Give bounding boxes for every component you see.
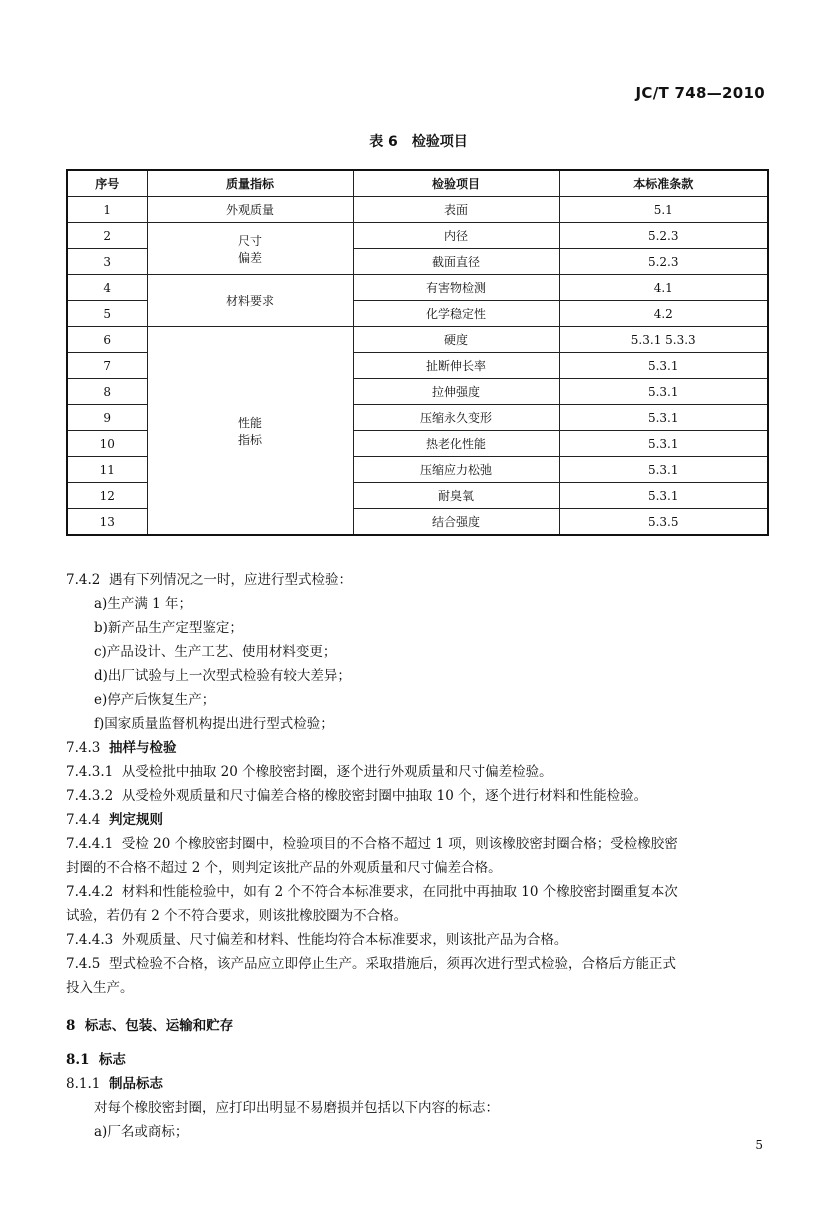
clause-title: 制品标志 bbox=[108, 1076, 163, 1092]
table-header-row bbox=[67, 170, 768, 197]
clause-7-4-3-1 bbox=[66, 760, 772, 784]
row-number: 12 bbox=[67, 483, 147, 509]
list-item: a)厂名或商标； bbox=[94, 1124, 189, 1140]
body-text bbox=[66, 568, 772, 1144]
clause-number: 7.4.4.1 bbox=[66, 836, 114, 852]
row-item: 热老化性能 bbox=[353, 431, 559, 457]
list-item: b)新产品生产定型鉴定； bbox=[94, 620, 243, 636]
clause-7-4-4 bbox=[66, 808, 772, 832]
row-clause: 5.3.5 bbox=[559, 509, 768, 536]
row-number: 5 bbox=[67, 301, 147, 327]
row-item: 耐臭氧 bbox=[353, 483, 559, 509]
row-number: 10 bbox=[67, 431, 147, 457]
row-number: 1 bbox=[67, 197, 147, 223]
clause-text: 受检 20 个橡胶密封圈中，检验项目的不合格不超过 1 项，则该橡胶密封圈合格；受检橡胶密 bbox=[121, 836, 678, 852]
clause-number: 7.4.2 bbox=[66, 572, 101, 588]
row-item: 表面 bbox=[353, 197, 559, 223]
row-number: 8 bbox=[67, 379, 147, 405]
row-item: 拉伸强度 bbox=[353, 379, 559, 405]
section-8-heading bbox=[66, 1014, 772, 1038]
row-clause: 5.1 bbox=[559, 197, 768, 223]
clause-8-1-1-text: 对每个橡胶密封圈，应打印出明显不易磨损并包括以下内容的标志： bbox=[94, 1100, 499, 1116]
clause-7-4-4-1-cont: 封圈的不合格不超过 2 个，则判定该批产品的外观质量和尺寸偏差合格。 bbox=[66, 860, 502, 876]
group-performance-line-2: 指标 bbox=[237, 432, 262, 447]
section-number: 8 bbox=[66, 1018, 76, 1034]
clause-7-4-3-2 bbox=[66, 784, 772, 808]
row-number: 3 bbox=[67, 249, 147, 275]
clause-7-4-5 bbox=[66, 952, 772, 976]
row-number: 6 bbox=[67, 327, 147, 353]
row-clause: 5.3.1 bbox=[559, 483, 768, 509]
clause-number: 8.1.1 bbox=[66, 1076, 101, 1092]
header-inspection-item: 检验项目 bbox=[353, 170, 559, 197]
clause-8-1-1 bbox=[66, 1072, 772, 1096]
table-caption bbox=[0, 131, 837, 151]
list-item: c)产品设计、生产工艺、使用材料变更； bbox=[94, 644, 337, 660]
row-clause: 4.1 bbox=[559, 275, 768, 301]
list-item: f)国家质量监督机构提出进行型式检验； bbox=[94, 716, 334, 732]
clause-7-4-4-2-cont: 试验，若仍有 2 个不符合要求，则该批橡胶圈为不合格。 bbox=[66, 908, 408, 924]
group-appearance: 外观质量 bbox=[147, 197, 353, 223]
row-number: 4 bbox=[67, 275, 147, 301]
clause-7-4-4-2 bbox=[66, 880, 772, 904]
clause-number: 7.4.5 bbox=[66, 956, 101, 972]
clause-title: 判定规则 bbox=[108, 812, 163, 828]
document-code: JC/T 748—2010 bbox=[635, 84, 765, 102]
row-number: 9 bbox=[67, 405, 147, 431]
list-item: a)生产满 1 年； bbox=[94, 596, 192, 612]
group-size-line-2: 偏差 bbox=[237, 250, 262, 265]
row-item: 截面直径 bbox=[353, 249, 559, 275]
table-row bbox=[67, 197, 768, 223]
table-row bbox=[67, 223, 768, 249]
row-clause: 5.3.1 5.3.3 bbox=[559, 327, 768, 353]
table-caption-title: 检验项目 bbox=[411, 134, 468, 150]
clause-7-4-4-3 bbox=[66, 928, 772, 952]
row-item: 压缩永久变形 bbox=[353, 405, 559, 431]
clause-title: 标志 bbox=[98, 1052, 126, 1068]
row-number: 7 bbox=[67, 353, 147, 379]
header-clause: 本标准条款 bbox=[559, 170, 768, 197]
clause-text: 外观质量、尺寸偏差和材料、性能均符合本标准要求，则该批产品为合格。 bbox=[121, 932, 568, 948]
list-item: e)停产后恢复生产； bbox=[94, 692, 216, 708]
clause-number: 7.4.3 bbox=[66, 740, 101, 756]
group-size-deviation bbox=[147, 223, 353, 275]
group-material: 材料要求 bbox=[147, 275, 353, 327]
row-item: 化学稳定性 bbox=[353, 301, 559, 327]
clause-number: 7.4.4 bbox=[66, 812, 101, 828]
row-item: 有害物检测 bbox=[353, 275, 559, 301]
clause-number: 7.4.3.2 bbox=[66, 788, 114, 804]
clause-7-4-5-cont: 投入生产。 bbox=[66, 980, 134, 996]
clause-text: 型式检验不合格，该产品应立即停止生产。采取措施后，须再次进行型式检验，合格后方能正式 bbox=[108, 956, 676, 972]
table-caption-number: 表 6 bbox=[369, 134, 398, 150]
clause-text: 材料和性能检验中，如有 2 个不符合本标准要求，在同批中再抽取 10 个橡胶密封圈重复本次 bbox=[121, 884, 678, 900]
row-clause: 5.3.1 bbox=[559, 431, 768, 457]
header-quality-index: 质量指标 bbox=[147, 170, 353, 197]
clause-number: 7.4.3.1 bbox=[66, 764, 114, 780]
row-clause: 5.3.1 bbox=[559, 405, 768, 431]
clause-text: 遇有下列情况之一时，应进行型式检验： bbox=[108, 572, 352, 588]
row-number: 13 bbox=[67, 509, 147, 536]
header-number: 序号 bbox=[67, 170, 147, 197]
row-item: 压缩应力松弛 bbox=[353, 457, 559, 483]
clause-8-1 bbox=[66, 1048, 772, 1072]
clause-7-4-2 bbox=[66, 568, 772, 592]
clause-number: 7.4.4.3 bbox=[66, 932, 114, 948]
section-title: 标志、包装、运输和贮存 bbox=[84, 1018, 234, 1034]
group-performance bbox=[147, 327, 353, 536]
clause-text: 从受检外观质量和尺寸偏差合格的橡胶密封圈中抽取 10 个，逐个进行材料和性能检验。 bbox=[121, 788, 648, 804]
row-clause: 4.2 bbox=[559, 301, 768, 327]
row-number: 2 bbox=[67, 223, 147, 249]
clause-number: 8.1 bbox=[66, 1052, 90, 1068]
clause-title: 抽样与检验 bbox=[108, 740, 177, 756]
row-item: 硬度 bbox=[353, 327, 559, 353]
group-size-line-1: 尺寸 bbox=[237, 233, 262, 248]
table-row bbox=[67, 327, 768, 353]
row-clause: 5.3.1 bbox=[559, 457, 768, 483]
clause-text: 从受检批中抽取 20 个橡胶密封圈，逐个进行外观质量和尺寸偏差检验。 bbox=[121, 764, 553, 780]
clause-7-4-4-1 bbox=[66, 832, 772, 856]
page-number: 5 bbox=[755, 1138, 763, 1152]
row-clause: 5.3.1 bbox=[559, 353, 768, 379]
row-item: 结合强度 bbox=[353, 509, 559, 536]
row-clause: 5.2.3 bbox=[559, 223, 768, 249]
clause-7-4-3 bbox=[66, 736, 772, 760]
group-performance-line-1: 性能 bbox=[237, 415, 262, 430]
inspection-items-table bbox=[66, 169, 769, 536]
list-item: d)出厂试验与上一次型式检验有较大差异； bbox=[94, 668, 351, 684]
row-item: 内径 bbox=[353, 223, 559, 249]
clause-number: 7.4.4.2 bbox=[66, 884, 114, 900]
table-row bbox=[67, 275, 768, 301]
row-number: 11 bbox=[67, 457, 147, 483]
row-item: 扯断伸长率 bbox=[353, 353, 559, 379]
row-clause: 5.2.3 bbox=[559, 249, 768, 275]
row-clause: 5.3.1 bbox=[559, 379, 768, 405]
